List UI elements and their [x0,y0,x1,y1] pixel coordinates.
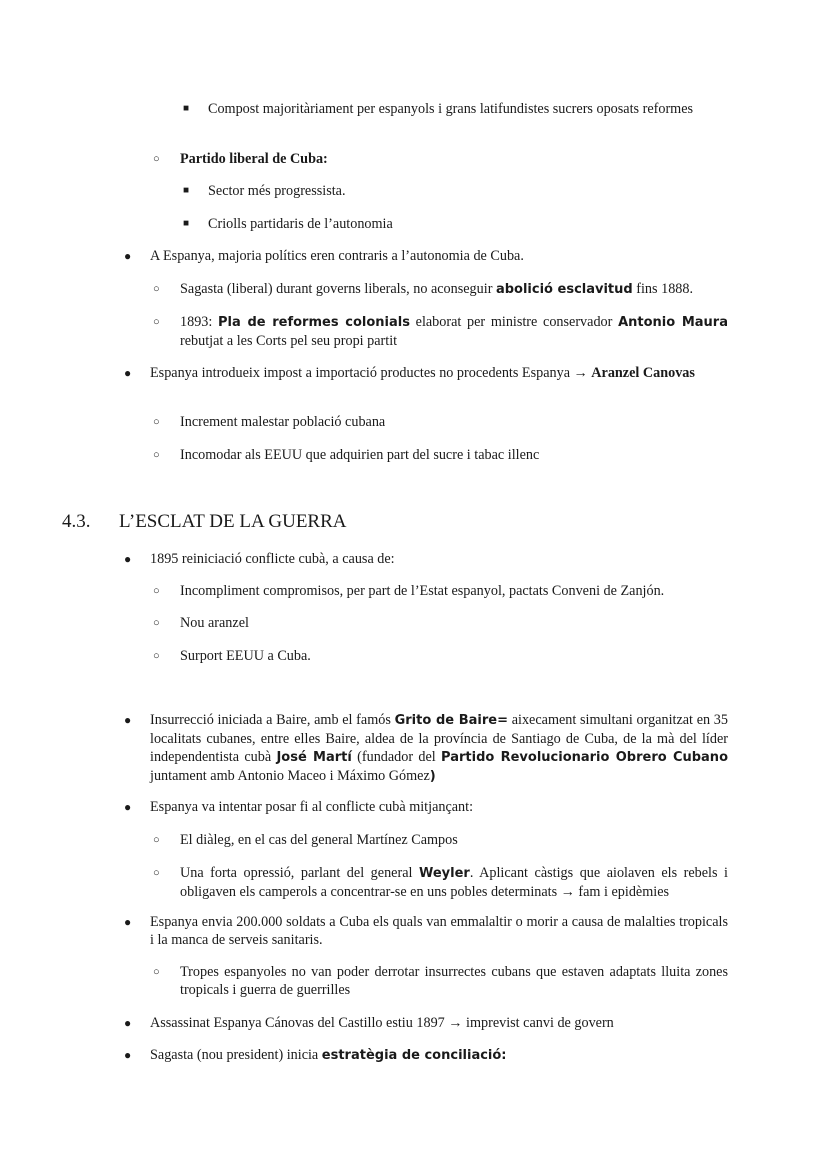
text-run: elaborat per ministre conservador [409,314,619,330]
text-run: . Aplicant càstigs que aiolaven els rebels i obligaven els camperols a concentrar-se en uns pobles determinats → fam i epidèmies [180,865,728,900]
disc-bullet-icon: ● [124,915,132,929]
bold-text: ) [429,769,436,784]
text-run: Sagasta (nou president) inicia [150,1047,322,1063]
circle-bullet-icon: ○ [153,650,160,662]
bold-text: Aranzel Canovas [591,365,695,381]
list-item: El diàleg, en el cas del general Martínez Campos [180,832,458,848]
disc-bullet-icon: ● [124,713,132,727]
list-item [150,364,728,382]
text-run: Sagasta (liberal) durant governs liberals, no aconseguir [180,281,496,297]
disc-bullet-icon: ● [124,249,132,263]
text-run: Una forta opressió, parlant del general [180,865,419,881]
list-item: Partido liberal de Cuba: [180,151,328,167]
list-item: Incompliment compromisos, per part de l’Estat espanyol, pactats Conveni de Zanjón. [180,583,665,599]
disc-bullet-icon: ● [124,800,132,814]
circle-bullet-icon: ○ [153,316,160,328]
list-item [180,280,728,299]
circle-bullet-icon: ○ [153,283,160,295]
list-item: Criolls partidaris de l’autonomia [208,216,393,232]
list-item: Increment malestar població cubana [180,414,386,430]
list-item: Sector més progressista. [208,183,346,199]
list-item: A Espanya, majoria polítics eren contraris a l’autonomia de Cuba. [150,248,524,264]
list-item [150,711,728,786]
circle-bullet-icon: ○ [153,449,160,461]
circle-bullet-icon: ○ [153,416,160,428]
list-item: Espanya envia 200.000 soldats a Cuba els quals van emmalaltir o morir a causa de malalties tropicals i la manca de serveis sanitaris. [150,914,728,948]
bold-text: abolició esclavitud [495,282,633,297]
list-item [180,864,728,901]
text-run: Espanya introdueix impost a importació productes no procedents Espanya → [150,365,592,381]
text-run: fins 1888. [632,281,694,297]
list-item: Espanya va intentar posar fi al conflicte cubà mitjançant: [150,799,474,815]
circle-bullet-icon: ○ [153,153,160,165]
square-bullet-icon: ■ [183,103,190,114]
bold-text: José Martí [276,750,352,765]
text-run: juntament amb Antonio Maceo i Máximo Gómez [150,768,430,784]
list-item: Surport EEUU a Cuba. [180,648,311,664]
text-run: 1893: [180,314,219,330]
circle-bullet-icon: ○ [153,966,160,978]
disc-bullet-icon: ● [124,366,132,380]
bold-text: Grito de Baire= [394,713,509,728]
section-number: 4.3. [62,511,91,532]
bold-text: estratègia de conciliació: [321,1048,507,1063]
list-item: Tropes espanyoles no van poder derrotar insurrectes cubans que estaven adaptats lluita zones tropicals i guerra de guerrilles [180,964,728,998]
circle-bullet-icon: ○ [153,617,160,629]
list-item [150,1046,728,1065]
square-bullet-icon: ■ [183,218,190,229]
circle-bullet-icon: ○ [153,585,160,597]
text-run: aixecament simultani organitzat en 35 localitats cubanes, entre elles Baire, aldea de la província de Santiago de Cuba, de la mà del líder independentista cubà [150,712,728,765]
list-item: Nou aranzel [180,615,249,631]
list-item: Assassinat Espanya Cánovas del Castillo estiu 1897 → imprevist canvi de govern [150,1015,614,1031]
circle-bullet-icon: ○ [153,834,160,846]
text-run: rebutjat a les Corts pel seu propi partit [180,333,398,349]
disc-bullet-icon: ● [124,1048,132,1062]
list-item [180,313,728,350]
bold-text: Antonio Maura [618,315,728,330]
disc-bullet-icon: ● [124,552,132,566]
section-title: L’ESCLAT DE LA GUERRA [119,511,347,532]
bold-text: Pla de reformes colonials [218,315,410,330]
list-item: Compost majoritàriament per espanyols i grans latifundistes sucrers oposats reformes [208,101,694,117]
bold-text: Weyler [418,866,470,881]
list-item: 1895 reiniciació conflicte cubà, a causa de: [150,551,395,567]
text-run: (fundador del [351,749,442,765]
disc-bullet-icon: ● [124,1016,132,1030]
text-run: Insurrecció iniciada a Baire, amb el famós [150,712,395,728]
square-bullet-icon: ■ [183,185,190,196]
circle-bullet-icon: ○ [153,867,160,879]
list-item: Incomodar als EEUU que adquirien part del sucre i tabac illenc [180,447,540,463]
bold-text: Partido Revolucionario Obrero Cubano [441,750,728,765]
